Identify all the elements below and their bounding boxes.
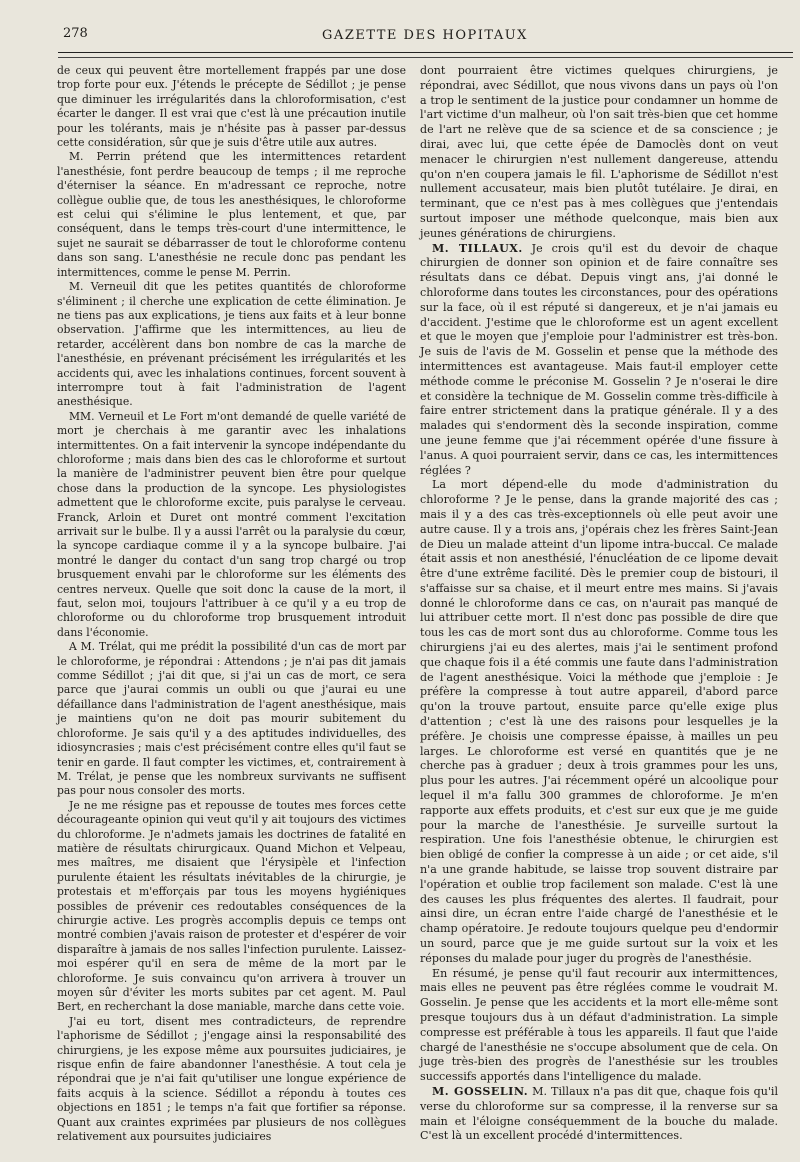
paragraph-text: M. Tillaux n'a pas dit que, chaque fois qu'il verse du chloroforme sur sa compresse, il la renverse sur sa main et l'éloigne conséquemment de la bouche du malade. C'est là un excellent procédé d'intermittences.: [420, 1084, 778, 1143]
paragraph: M. Verneuil dit que les petites quantités de chloroforme s'éliminent ; il cherche une explication de cette élimination. Je ne tiens pas aux explications, je tiens aux faits et à leur bonne observation. J'affirme que les intermittences, au lieu de retarder, accélèrent dans bon nombre de cas la marche de l'anesthésie, en prévenant précisément les irrégularités et les accidents qui, avec les inhalations continues, forcent souvent à interrompre tout à fait l'administration de l'agent anesthésique.: [57, 280, 406, 409]
paragraph: dont pourraient être victimes quelques chirurgiens, je répondrai, avec Sédillot, que nous vivons dans un pays où l'on a trop le sentiment de la justice pour condamner un homme de l'art victime d'un malheur, où l'on sait très-bien que cet homme de l'art ne relève que de sa science et de sa conscience ; je dirai, avec lui, que cette épée de Damoclès dont on veut menacer le chirurgien n'est nullement dangereuse, attendu qu'on n'en coupera jamais le fil. L'aphorisme de Sédillot n'est nullement accusateur, mais bien plutôt tutélaire. Je dirai, en terminant, que ce n'est pas à mes collègues que j'entendais surtout imposer une méthode quelconque, mais bien aux jeunes générations de chirurgiens.: [420, 64, 778, 240]
paragraph: En résumé, je pense qu'il faut recourir aux intermittences, mais elles ne peuvent pas être réglées comme le voudrait M. Gosselin. Je pense que les accidents et la mort elle-même sont presque toujours dus à un défaut d'administration. La simple compresse est préférable à tous les appareils. Il faut que l'aide chargé de l'anesthésie ne s'occupe absolument que de cela. On juge très-bien des progrès de l'anesthésie sur les troubles successifs apportés dans l'intelligence du malade.: [420, 966, 778, 1084]
speaker-name: M. GOSSELIN.: [432, 1084, 529, 1098]
paragraph: La mort dépend-elle du mode d'administration du chloroforme ? Je le pense, dans la grande majorité des cas ; mais il y a des cas très-exceptionnels où elle peut avoir une autre cause. Il y a trois ans, j'opérais chez les frères Saint-Jean de Dieu un malade atteint d'un lipome intra-buccal. Ce malade était assis et non anesthésié, l'énucléation de ce lipome devait être d'une extrême facilité. Dès le premier coup de bistouri, il s'affaisse sur sa chaise, et il meurt entre mes mains. Si j'avais donné le chloroforme dans ce cas, on n'aurait pas manqué de lui attribuer cette mort. Il n'est donc pas possible de dire que tous les cas de mort sont dus au chloroforme. Comme tous les chirurgiens j'ai eu des alertes, mais j'ai le sentiment profond que chaque fois il a été commis une faute dans l'administration de l'agent anesthésique. Voici la méthode que j'emploie : Je préfère la compresse à tout autre appareil, d'abord parce qu'on la trouve partout, ensuite parce qu'elle exige plus d'attention ; c'est là une des raisons pour lesquelles je la préfère. Je choisis une compresse épaisse, à mailles un peu larges. Le chloroforme est versé en quantités que je ne cherche pas à graduer ; deux à trois grammes pour les uns, plus pour les autres. J'ai récemment opéré un alcoolique pour lequel il m'a fallu 300 grammes de chloroforme. Je m'en rapporte aux effets produits, et c'est sur eux que je me guide pour la marche de l'anesthésie. Je surveille surtout la respiration. Une fois l'anesthésie obtenue, le chirurgien est bien obligé de confier la compresse à un aide ; or cet aide, s'il n'a une grande habitude, se laisse trop souvent distraire par l'opération et oublie trop facilement son malade. C'est là une des causes les plus fréquentes des alertes. Il faudrait, pour ainsi dire, un écran entre l'aide chargé de l'anesthésie et le champ opératoire. Je redoute toujours quelque peu d'endormir un sourd, parce que je me guide surtout sur la voix et les réponses du malade pour juger du progrès de l'anesthésie.: [420, 478, 778, 965]
paragraph: [420, 1085, 778, 1144]
header-rule: [58, 52, 793, 53]
paragraph: de ceux qui peuvent être mortellement frappés par une dose trop forte pour eux. J'étends le précepte de Sédillot ; je pense que diminuer les irrégularités dans la chloroformisation, c'est écarter le danger. Il est vrai que c'est là une précaution inutile pour les tolérants, mais je n'hésite pas à passer par-dessus cette considération, sûr que je suis d'être utile aux autres.: [57, 64, 406, 150]
page-number: 278: [63, 26, 88, 41]
left-column: [57, 64, 406, 1144]
page-header: [55, 22, 795, 52]
right-column: [420, 64, 778, 1144]
paragraph: [420, 242, 778, 479]
paragraph: MM. Verneuil et Le Fort m'ont demandé de quelle variété de mort je cherchais à me garantir avec les inhalations intermittentes. On a fait intervenir la syncope indépendante du chloroforme ; mais dans bien des cas le chloroforme et surtout la manière de l'administrer peuvent bien être pour quelque chose dans la production de la syncope. Les physiologistes admettent que le chloroforme excite, puis paralyse le cerveau. Franck, Arloin et Duret ont montré comment l'excitation arrivait sur le bulbe. Il y a aussi l'arrêt ou la paralysie du cœur, la syncope cardiaque comme il y a la syncope bulbaire. J'ai montré le danger du contact d'un sang trop chargé ou trop brusquement envahi par le chloroforme sur les éléments des centres nerveux. Quelle que soit donc la cause de la mort, il faut, selon moi, toujours l'attribuer à ce qu'il y a eu trop de chloroforme ou du chloroforme trop brusquement introduit dans l'économie.: [57, 409, 406, 639]
speaker-name: M. TILLAUX.: [432, 241, 523, 255]
running-title: GAZETTE DES HOPITAUX: [322, 28, 528, 43]
paragraph: A M. Trélat, qui me prédit la possibilité d'un cas de mort par le chloroforme, je répondrai : Attendons ; je n'ai pas dit jamais comme Sédillot ; j'ai dit que, si j'ai un cas de mort, ce sera parce que j'aurai commis un oubli ou que j'aurai eu une défaillance dans l'administration de l'agent anesthésique, mais je maintiens qu'on ne doit pas mourir subitement du chloroforme. Je sais qu'il y a des aptitudes individuelles, des idiosyncrasies ; mais c'est précisément contre elles qu'il faut se tenir en garde. Il faut compter les victimes, et, contrairement à M. Trélat, je pense que les nombreux survivants ne suffisent pas pour nous consoler des morts.: [57, 640, 406, 798]
paragraph: Je ne me résigne pas et repousse de toutes mes forces cette décourageante opinion qui veut qu'il y ait toujours des victimes du chloroforme. Je n'admets jamais les doctrines de fatalité en matière de résultats chirurgicaux. Quand Michon et Velpeau, mes maîtres, me disaient que l'érysipèle et l'infection purulente étaient les résultats inévitables de la chirurgie, je protestais et m'efforçais par tous les moyens hygiéniques possibles de prévenir ces redoutables conséquences de la chirurgie active. Les progrès accomplis depuis ce temps ont montré combien j'avais raison de protester et d'espérer de voir disparaître à jamais de nos salles l'infection purulente. Laissez-moi espérer qu'il en sera de même de la mort par le chloroforme. Je suis convaincu qu'on arrivera à trouver un moyen sûr d'éviter les morts subites par cet agent. M. Paul Bert, en recherchant la dose maniable, marche dans cette voie.: [57, 798, 406, 1014]
header-rule-thin: [58, 57, 793, 58]
paragraph-text: Je crois qu'il est du devoir de chaque chirurgien de donner son opinion et de faire connaître ses résultats dans ce débat. Depuis vingt ans, j'ai donné le chloroforme dans toutes les circonstances, pour des opérations sur la face, où il est réputé si dangereux, et je n'ai jamais eu d'accident. J'estime que le chloroforme est un agent excellent et que le moyen que j'emploie pour l'administrer est très-bon. Je suis de l'avis de M. Gosselin et pense que la méthode des intermittences est avantageuse. Mais faut-il employer cette méthode comme le préconise M. Gosselin ? Je n'oserai le dire et considère la technique de M. Gosselin comme très-difficile à faire entrer strictement dans la pratique générale. Il y a des malades qui s'endorment dès la seconde inspiration, comme une jeune femme que j'ai récemment opérée d'une fissure à l'anus. A quoi pourraient servir, dans ce cas, les intermittences réglées ?: [420, 241, 778, 477]
paragraph: J'ai eu tort, disent mes contradicteurs, de reprendre l'aphorisme de Sédillot ; j'engage ainsi la responsabilité des chirurgiens, je les expose même aux poursuites judiciaires, je risque enfin de faire abandonner l'anesthésie. A tout cela je répondrai que je n'ai fait qu'utiliser une longue expérience de faits acquis à la science. Sédillot a répondu à toutes ces objections en 1851 ; le temps n'a fait que fortifier sa réponse. Quant aux craintes exprimées par plusieurs de nos collègues relativement aux poursuites judiciaires: [57, 1014, 406, 1144]
paragraph: M. Perrin prétend que les intermittences retardent l'anesthésie, font perdre beaucoup de temps ; il me reproche d'éterniser la séance. En m'adressant ce reproche, notre collègue oublie que, de tous les anesthésiques, le chloroforme est celui qui s'élimine le plus lentement, et que, par conséquent, dans le temps très-court d'une intermittence, le sujet ne saurait se débarrasser de tout le chloroforme contenu dans son sang. L'anesthésie ne recule donc pas pendant les intermittences, comme le pense M. Perrin.: [57, 150, 406, 279]
